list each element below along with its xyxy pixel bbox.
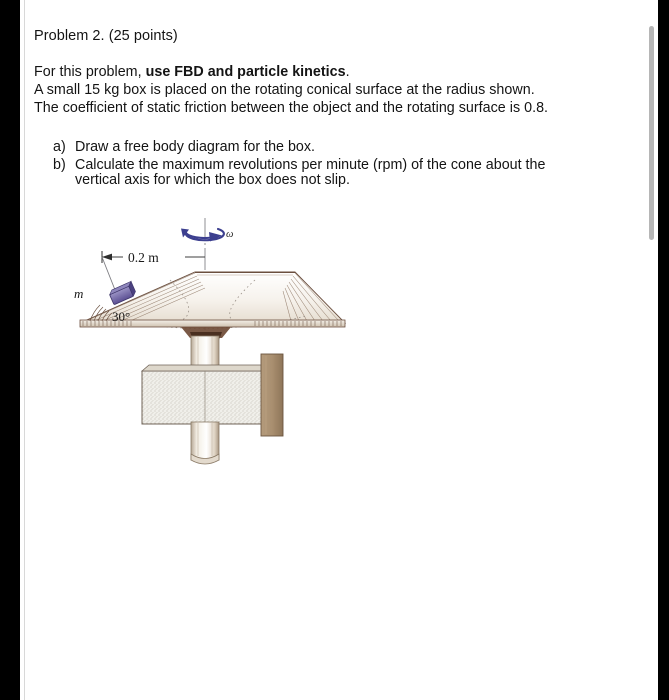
item-marker-a: a) — [53, 139, 66, 155]
item-text-a: Draw a free body diagram for the box. — [75, 139, 315, 155]
omega-rotation-arrow-icon — [181, 229, 224, 242]
angle-label: 30° — [112, 309, 131, 324]
problem-statement-line-3: The coefficient of static friction between the object and the rotating surface is 0.8. — [34, 100, 549, 116]
question-item-b-continued — [75, 172, 350, 188]
document-body — [25, 0, 649, 700]
page-title: Problem 2. (25 points) — [34, 28, 178, 44]
problem-statement-line-1 — [34, 64, 350, 80]
statement-suffix: . — [345, 64, 350, 80]
radius-label: 0.2 m — [128, 250, 159, 265]
wall-bracket — [261, 354, 283, 436]
left-page-border — [0, 0, 20, 700]
omega-label: ω — [226, 229, 234, 240]
question-item-b — [53, 157, 545, 173]
item-text-b: Calculate the maximum revolutions per minute (rpm) of the cone about the — [75, 157, 546, 173]
item-text-b-continued: vertical axis for which the box does not slip. — [75, 172, 350, 188]
vertical-scrollbar-thumb[interactable] — [649, 26, 654, 240]
question-item-a — [53, 139, 315, 155]
mass-label: m — [74, 286, 84, 301]
item-marker-b: b) — [53, 157, 66, 173]
drive-shaft-lower — [191, 422, 219, 464]
problem-statement-line-2: A small 15 kg box is placed on the rotating conical surface at the radius shown. — [34, 82, 535, 98]
statement-prefix: For this problem, — [34, 64, 146, 80]
figure-rotating-cone — [50, 210, 370, 470]
statement-emphasis: use FBD and particle kinetics — [145, 64, 346, 80]
bearing-block — [142, 365, 273, 424]
right-page-border — [658, 0, 669, 700]
